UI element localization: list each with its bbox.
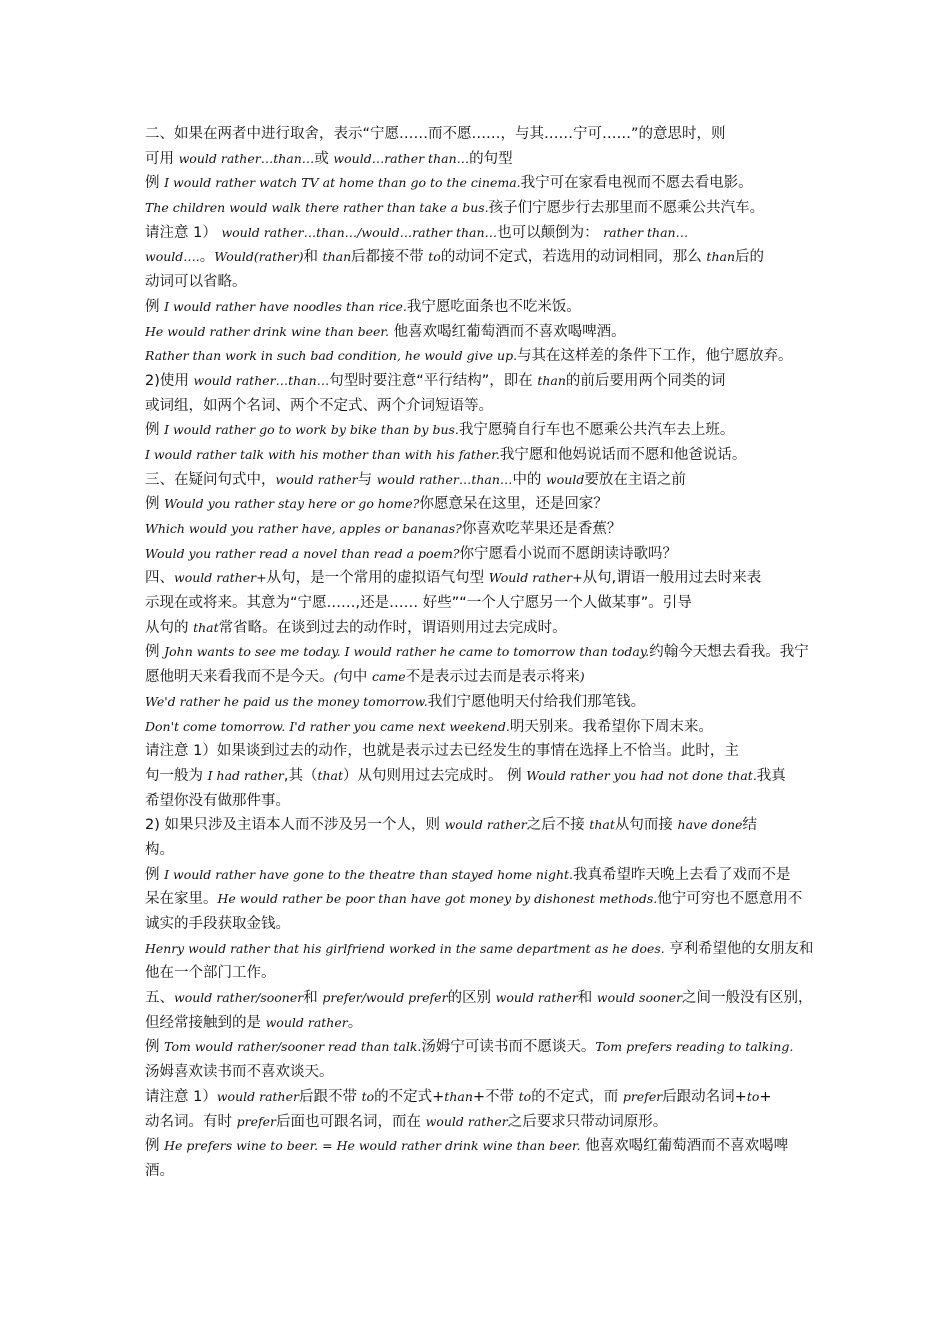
- english-example: Which would you rather have, apples or bananas?: [145, 521, 462, 536]
- english-example: I had rather: [207, 767, 284, 783]
- chinese-text: 我宁愿吃面条也不吃米饭。: [406, 298, 581, 315]
- text-line: [145, 270, 813, 295]
- chinese-text: ）从句则用过去完成时。 例: [343, 767, 527, 784]
- english-example: that: [193, 619, 219, 635]
- chinese-text: 也可以颠倒为：: [497, 224, 604, 241]
- chinese-text: 要放在主语之前: [584, 471, 686, 488]
- english-example: would rather: [444, 817, 527, 833]
- chinese-text: 后都接不带: [351, 249, 429, 266]
- chinese-text: 。: [347, 1014, 363, 1031]
- english-example: Henry would rather that his girlfriend worked in the same department as he does.: [145, 940, 665, 956]
- chinese-text: 例: [145, 422, 165, 439]
- chinese-text: 的前后要用两个同类的词: [565, 372, 726, 389]
- chinese-text: 后跟动名词+: [662, 1088, 747, 1105]
- text-line: [145, 196, 813, 221]
- chinese-text: 请注意 1）如果谈到过去的动作，也就是表示过去已经发生的事情在选择上不恰当。此时，主: [145, 743, 739, 760]
- chinese-text: 诚实的手段获取金钱。: [145, 916, 290, 932]
- english-example: I would rather go to work by bike than by bus.: [164, 422, 459, 438]
- chinese-text: 汤姆喜欢读书而不喜欢谈天。: [145, 1064, 334, 1081]
- english-example: Would rather+: [488, 570, 583, 586]
- text-line: [145, 122, 813, 147]
- text-line: [145, 517, 813, 542]
- english-example: would….: [145, 249, 200, 265]
- chinese-text: 和: [577, 990, 597, 1007]
- chinese-text: 二、如果在两者中进行取舍，表示“宁愿……而不愿……，与其……宁可……”的意思时，则: [145, 126, 726, 142]
- chinese-text: 中的: [512, 471, 547, 488]
- chinese-text: 可用: [145, 150, 179, 167]
- english-example: He prefers wine to beer. = He would rather drink wine than beer.: [164, 1138, 581, 1154]
- chinese-text: 他喜欢喝红葡萄酒而不喜欢喝啤: [580, 1138, 789, 1155]
- chinese-text: 希望你没有做那件事。: [145, 792, 290, 809]
- chinese-text: 请注意 1）: [145, 1088, 217, 1105]
- chinese-text: 孩子们宁愿步行去那里而不愿乘公共汽车。: [488, 200, 765, 217]
- chinese-text: 或词组，如两个名词、两个不定式、两个介词短语等。: [145, 397, 493, 414]
- text-line: [145, 616, 813, 641]
- english-example: (: [333, 669, 339, 685]
- chinese-text: 构。: [145, 841, 174, 858]
- text-line: [145, 295, 813, 320]
- english-example: Would(rather): [214, 249, 304, 265]
- chinese-text: 我真希望昨天晚上去看了戏而不是: [573, 866, 791, 883]
- chinese-text: 他在一个部门工作。: [145, 965, 276, 982]
- english-example: would rather: [495, 990, 578, 1006]
- chinese-text: 后跟不带: [298, 1088, 362, 1105]
- text-line: [145, 887, 813, 912]
- english-example: than: [322, 249, 352, 265]
- text-line: [145, 468, 813, 493]
- chinese-text: 三、在疑问句式中，: [145, 471, 276, 488]
- english-example: would rather…than…: [376, 471, 513, 487]
- english-example: Would you rather stay here or go home?: [164, 496, 420, 512]
- chinese-text: 与: [357, 471, 377, 488]
- text-line: [145, 789, 813, 814]
- english-example: would: [546, 471, 585, 487]
- chinese-text: 呆在家里。: [145, 891, 218, 908]
- text-line: [145, 542, 813, 567]
- english-example: He would rather drink wine than beer.: [145, 323, 389, 339]
- english-example: prefer: [622, 1088, 663, 1104]
- text-line: [145, 690, 813, 715]
- text-line: [145, 245, 813, 270]
- text-line: [145, 961, 813, 986]
- chinese-text: 但经常接触到的是: [145, 1014, 266, 1031]
- chinese-text: 句中: [338, 669, 372, 686]
- text-line: [145, 1060, 813, 1085]
- english-example: prefer/would prefer: [322, 990, 448, 1006]
- english-example: He would rather be poor than have got money by dishonest methods.: [217, 891, 658, 907]
- chinese-text: 四、: [145, 570, 174, 587]
- chinese-text: ,其（: [283, 767, 318, 784]
- chinese-text: 的不定式，而: [531, 1088, 623, 1105]
- text-line: [145, 838, 813, 863]
- english-example: I would rather have noodles than rice.: [164, 298, 407, 314]
- text-line: [145, 394, 813, 419]
- english-example: would rather: [265, 1014, 348, 1030]
- chinese-text: 动词可以省略。: [145, 274, 247, 291]
- text-line: [145, 764, 813, 789]
- chinese-text: 他喜欢喝红葡萄酒而不喜欢喝啤酒。: [388, 323, 626, 340]
- english-example: to: [428, 249, 441, 265]
- text-line: [145, 418, 813, 443]
- english-example: to: [746, 1088, 760, 1104]
- chinese-text: 我宁可在家看电视而不愿去看电影。: [520, 175, 753, 192]
- chinese-text: 后的: [735, 249, 764, 266]
- chinese-text: 2)使用: [145, 372, 194, 389]
- chinese-text: 约翰今天想去看我。我宁: [649, 644, 809, 661]
- chinese-text: 从句而接: [614, 817, 678, 834]
- english-example: Tom prefers reading to talking.: [595, 1039, 794, 1055]
- english-example: We'd rather he paid us the money tomorrow.: [145, 693, 428, 709]
- text-line: [145, 986, 813, 1011]
- text-line: [145, 369, 813, 394]
- chinese-text: 他宁可穷也不愿意用不: [657, 891, 803, 908]
- text-line: [145, 1011, 813, 1036]
- chinese-text: 我宁愿骑自行车也不愿乘公共汽车去上班。: [458, 422, 735, 439]
- english-example: I would rather watch TV at home than go to the cinema.: [164, 175, 521, 191]
- text-line: [145, 147, 813, 172]
- text-line: [145, 912, 813, 937]
- text-line: [145, 1110, 813, 1135]
- chinese-text: 我宁愿和他妈说话而不愿和他爸说话。: [499, 446, 747, 463]
- chinese-text: 示现在或将来。其意为“宁愿……,还是…… 好些”“一个人宁愿另一个人做某事”。引导: [145, 595, 692, 612]
- text-line: [145, 171, 813, 196]
- text-line: [145, 813, 813, 838]
- chinese-text: 汤姆宁可读书而不愿谈天。: [421, 1039, 596, 1056]
- chinese-text: 的不定式+: [374, 1088, 445, 1105]
- chinese-text: 之后要求只带动词原形。: [507, 1113, 668, 1130]
- chinese-text: 结: [742, 817, 757, 834]
- english-example: would rather+: [174, 570, 267, 586]
- chinese-text: +不带: [472, 1088, 519, 1105]
- chinese-text: 五、: [145, 990, 174, 1007]
- english-example: I would rather talk with his mother than with his father.: [145, 446, 500, 462]
- chinese-text: 的句型: [469, 150, 513, 167]
- text-line: [145, 937, 813, 962]
- text-line: [145, 492, 813, 517]
- chinese-text: 例: [145, 496, 165, 513]
- chinese-text: 你宁愿看小说而不愿朗读诗歌吗？: [459, 545, 677, 562]
- english-example: than: [706, 249, 735, 265]
- english-example: that: [317, 767, 344, 783]
- chinese-text: 和: [303, 249, 323, 266]
- english-example: Would you rather read a novel than read a poem?: [145, 545, 460, 561]
- english-example: John wants to see me today. I would rather he came to tomorrow than today.: [164, 644, 650, 660]
- chinese-text: 的动词不定式，若选用的动词相同，那么: [440, 249, 707, 266]
- text-line: [145, 640, 813, 665]
- document-page: [145, 122, 813, 1184]
- english-example: ): [579, 669, 585, 685]
- chinese-text: 明天别来。我希望你下周末来。: [509, 718, 713, 735]
- chinese-text: 例: [145, 866, 165, 883]
- text-line: [145, 320, 813, 345]
- english-example: The children would walk there rather than take a bus.: [145, 200, 489, 216]
- english-example: than: [444, 1088, 473, 1104]
- chinese-text: 常省略。在谈到过去的动作时，谓语则用过去完成时。: [218, 619, 567, 636]
- text-line: [145, 665, 813, 690]
- chinese-text: 。: [199, 249, 215, 266]
- text-line: [145, 591, 813, 616]
- chinese-text: 的区别: [447, 990, 496, 1007]
- chinese-text: 与其在这样差的条件下工作，他宁愿放弃。: [517, 348, 793, 365]
- english-example: would rather…than…: [178, 150, 315, 166]
- english-example: would rather: [425, 1113, 508, 1129]
- chinese-text: 从句,谓语一般用过去时来表: [582, 570, 762, 587]
- english-example: rather than…: [603, 224, 689, 240]
- english-example: to: [361, 1088, 375, 1104]
- english-example: would…rather than…: [333, 150, 470, 166]
- chinese-text: 例: [145, 644, 165, 661]
- chinese-text: 例: [145, 175, 165, 192]
- english-example: Don't come tomorrow. I'd rather you came next weekend.: [145, 718, 510, 734]
- english-example: would rather/sooner: [174, 990, 304, 1006]
- text-line: [145, 739, 813, 764]
- chinese-text: 之后不接: [526, 817, 590, 834]
- chinese-text: 之间一般没有区别，: [682, 990, 813, 1007]
- chinese-text: 亨利希望他的女朋友和: [664, 940, 813, 957]
- chinese-text: 你愿意呆在这里，还是回家？: [419, 496, 608, 513]
- english-example: came: [372, 669, 406, 685]
- chinese-text: +: [759, 1088, 772, 1105]
- text-line: [145, 443, 813, 468]
- chinese-text: 动名词。有时: [145, 1113, 237, 1130]
- text-line: [145, 1035, 813, 1060]
- chinese-text: 后面也可跟名词，而在: [275, 1113, 426, 1130]
- chinese-text: 和: [303, 990, 323, 1007]
- english-example: to: [518, 1088, 532, 1104]
- text-line: [145, 344, 813, 369]
- english-example: would sooner: [596, 990, 683, 1006]
- chinese-text: 我真: [756, 767, 786, 784]
- english-example: Tom would rather/sooner read than talk.: [164, 1039, 422, 1055]
- english-example: would rather: [216, 1088, 299, 1104]
- chinese-text: 或: [314, 150, 334, 167]
- english-example: that: [589, 817, 615, 833]
- chinese-text: 不是表示过去而是表示将来: [405, 669, 580, 686]
- chinese-text: 2) 如果只涉及主语本人而不涉及另一个人，则: [145, 817, 445, 834]
- english-example: Would rather you had not done that.: [526, 767, 757, 783]
- text-line: [145, 221, 813, 246]
- text-line: [145, 1085, 813, 1110]
- chinese-text: 从句，是一个常用的虚拟语气句型: [266, 570, 489, 587]
- text-line: [145, 566, 813, 591]
- text-line: [145, 1159, 813, 1184]
- text-line: [145, 1134, 813, 1159]
- english-example: would rather…than…: [193, 372, 330, 388]
- chinese-text: 你喜欢吃苹果还是香蕉？: [461, 521, 622, 537]
- chinese-text: 例: [145, 1039, 165, 1056]
- chinese-text: 愿他明天来看我而不是今天。: [145, 669, 334, 686]
- text-line: [145, 863, 813, 888]
- chinese-text: 从句的: [145, 619, 194, 636]
- english-example: I would rather have gone to the theatre than stayed home night.: [164, 866, 574, 882]
- english-example: than: [537, 372, 566, 388]
- chinese-text: 请注意 1）: [145, 224, 222, 241]
- chinese-text: 句一般为: [145, 767, 208, 784]
- chinese-text: 例: [145, 298, 165, 315]
- english-example: have done: [677, 817, 743, 833]
- english-example: prefer: [236, 1113, 276, 1129]
- english-example: would rather…than…/would…rather than…: [221, 224, 498, 240]
- text-line: [145, 715, 813, 740]
- english-example: would rather: [275, 471, 358, 487]
- english-example: Rather than work in such bad condition, he would give up.: [145, 348, 518, 364]
- chinese-text: 例: [145, 1138, 165, 1155]
- chinese-text: 酒。: [145, 1162, 174, 1179]
- chinese-text: 句型时要注意“平行结构”，即在: [329, 372, 538, 389]
- chinese-text: 我们宁愿他明天付给我们那笔钱。: [427, 693, 646, 710]
